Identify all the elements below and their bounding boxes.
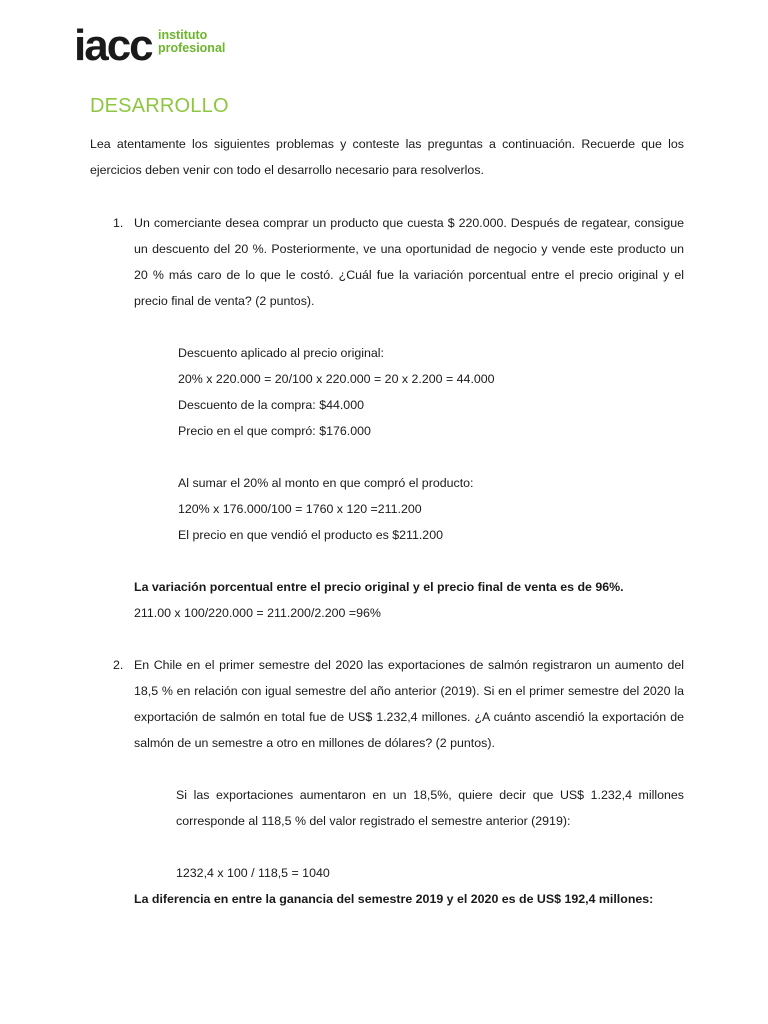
problem-2-work: Si las exportaciones aumentaron en un 18,5%, quiere decir que US$ 1.232,4 millones corresponde al 118,5 % del valor registrado el semestre anterior (2919): (176, 788, 684, 828)
problem-2-number: 2. (113, 658, 124, 672)
intro-paragraph: Lea atentamente los siguientes problemas y conteste las preguntas a continuación. Recuerde que los ejercicios deben venir con todo el desarrollo necesario para resolverlos. (90, 137, 684, 177)
problem-1-number: 1. (113, 216, 124, 230)
problem-1-answer: La variación porcentual entre el precio original y el precio final de venta es de 96%. (134, 580, 624, 594)
logo-subtitle (158, 29, 225, 55)
problem-2-answer: La diferencia en entre la ganancia del semestre 2019 y el 2020 es de US$ 192,4 millones: (134, 892, 654, 906)
problem-1-work-line: 20% x 220.000 = 20/100 x 220.000 = 20 x 2.200 = 44.000 (178, 372, 495, 386)
logo-mark: iacc (74, 21, 152, 70)
problem-1-work-line: Precio en el que compró: $176.000 (178, 424, 371, 438)
problem-2-text: En Chile en el primer semestre del 2020 las exportaciones de salmón registraron un aumento del 18,5 % en relación con igual semestre del año anterior (2019). Si en el primer semestre del 2020 la exportación de salmón en total fue de US$ 1.232,4 millones. ¿A cuánto ascendió la exportación de salmón de un semestre a otro en millones de dólares? (2 puntos). (134, 658, 684, 750)
page-title: DESARROLLO (90, 95, 229, 117)
problem-1-work-line: Al sumar el 20% al monto en que compró el producto: (178, 476, 474, 490)
iacc-logo (74, 21, 234, 70)
problem-2-calc: 1232,4 x 100 / 118,5 = 1040 (176, 866, 330, 880)
problem-1-work-line: 120% x 176.000/100 = 1760 x 120 =211.200 (178, 502, 422, 516)
problem-1-work-line: El precio en que vendió el producto es $211.200 (178, 528, 443, 542)
problem-1-work-line: Descuento aplicado al precio original: (178, 346, 384, 360)
problem-1-work-line: Descuento de la compra: $44.000 (178, 398, 364, 412)
logo-line-2: profesional (158, 41, 226, 55)
problem-1-answer-calc: 211.00 x 100/220.000 = 211.200/2.200 =96% (134, 606, 381, 620)
logo-line-1: instituto (158, 28, 208, 42)
problem-1-text: Un comerciante desea comprar un producto que cuesta $ 220.000. Después de regatear, consigue un descuento del 20 %. Posteriormente, ve una oportunidad de negocio y vende este producto un 20 % más caro de lo que le costó. ¿Cuál fue la variación porcentual entre el precio original y el precio final de venta? (2 puntos). (134, 216, 684, 308)
